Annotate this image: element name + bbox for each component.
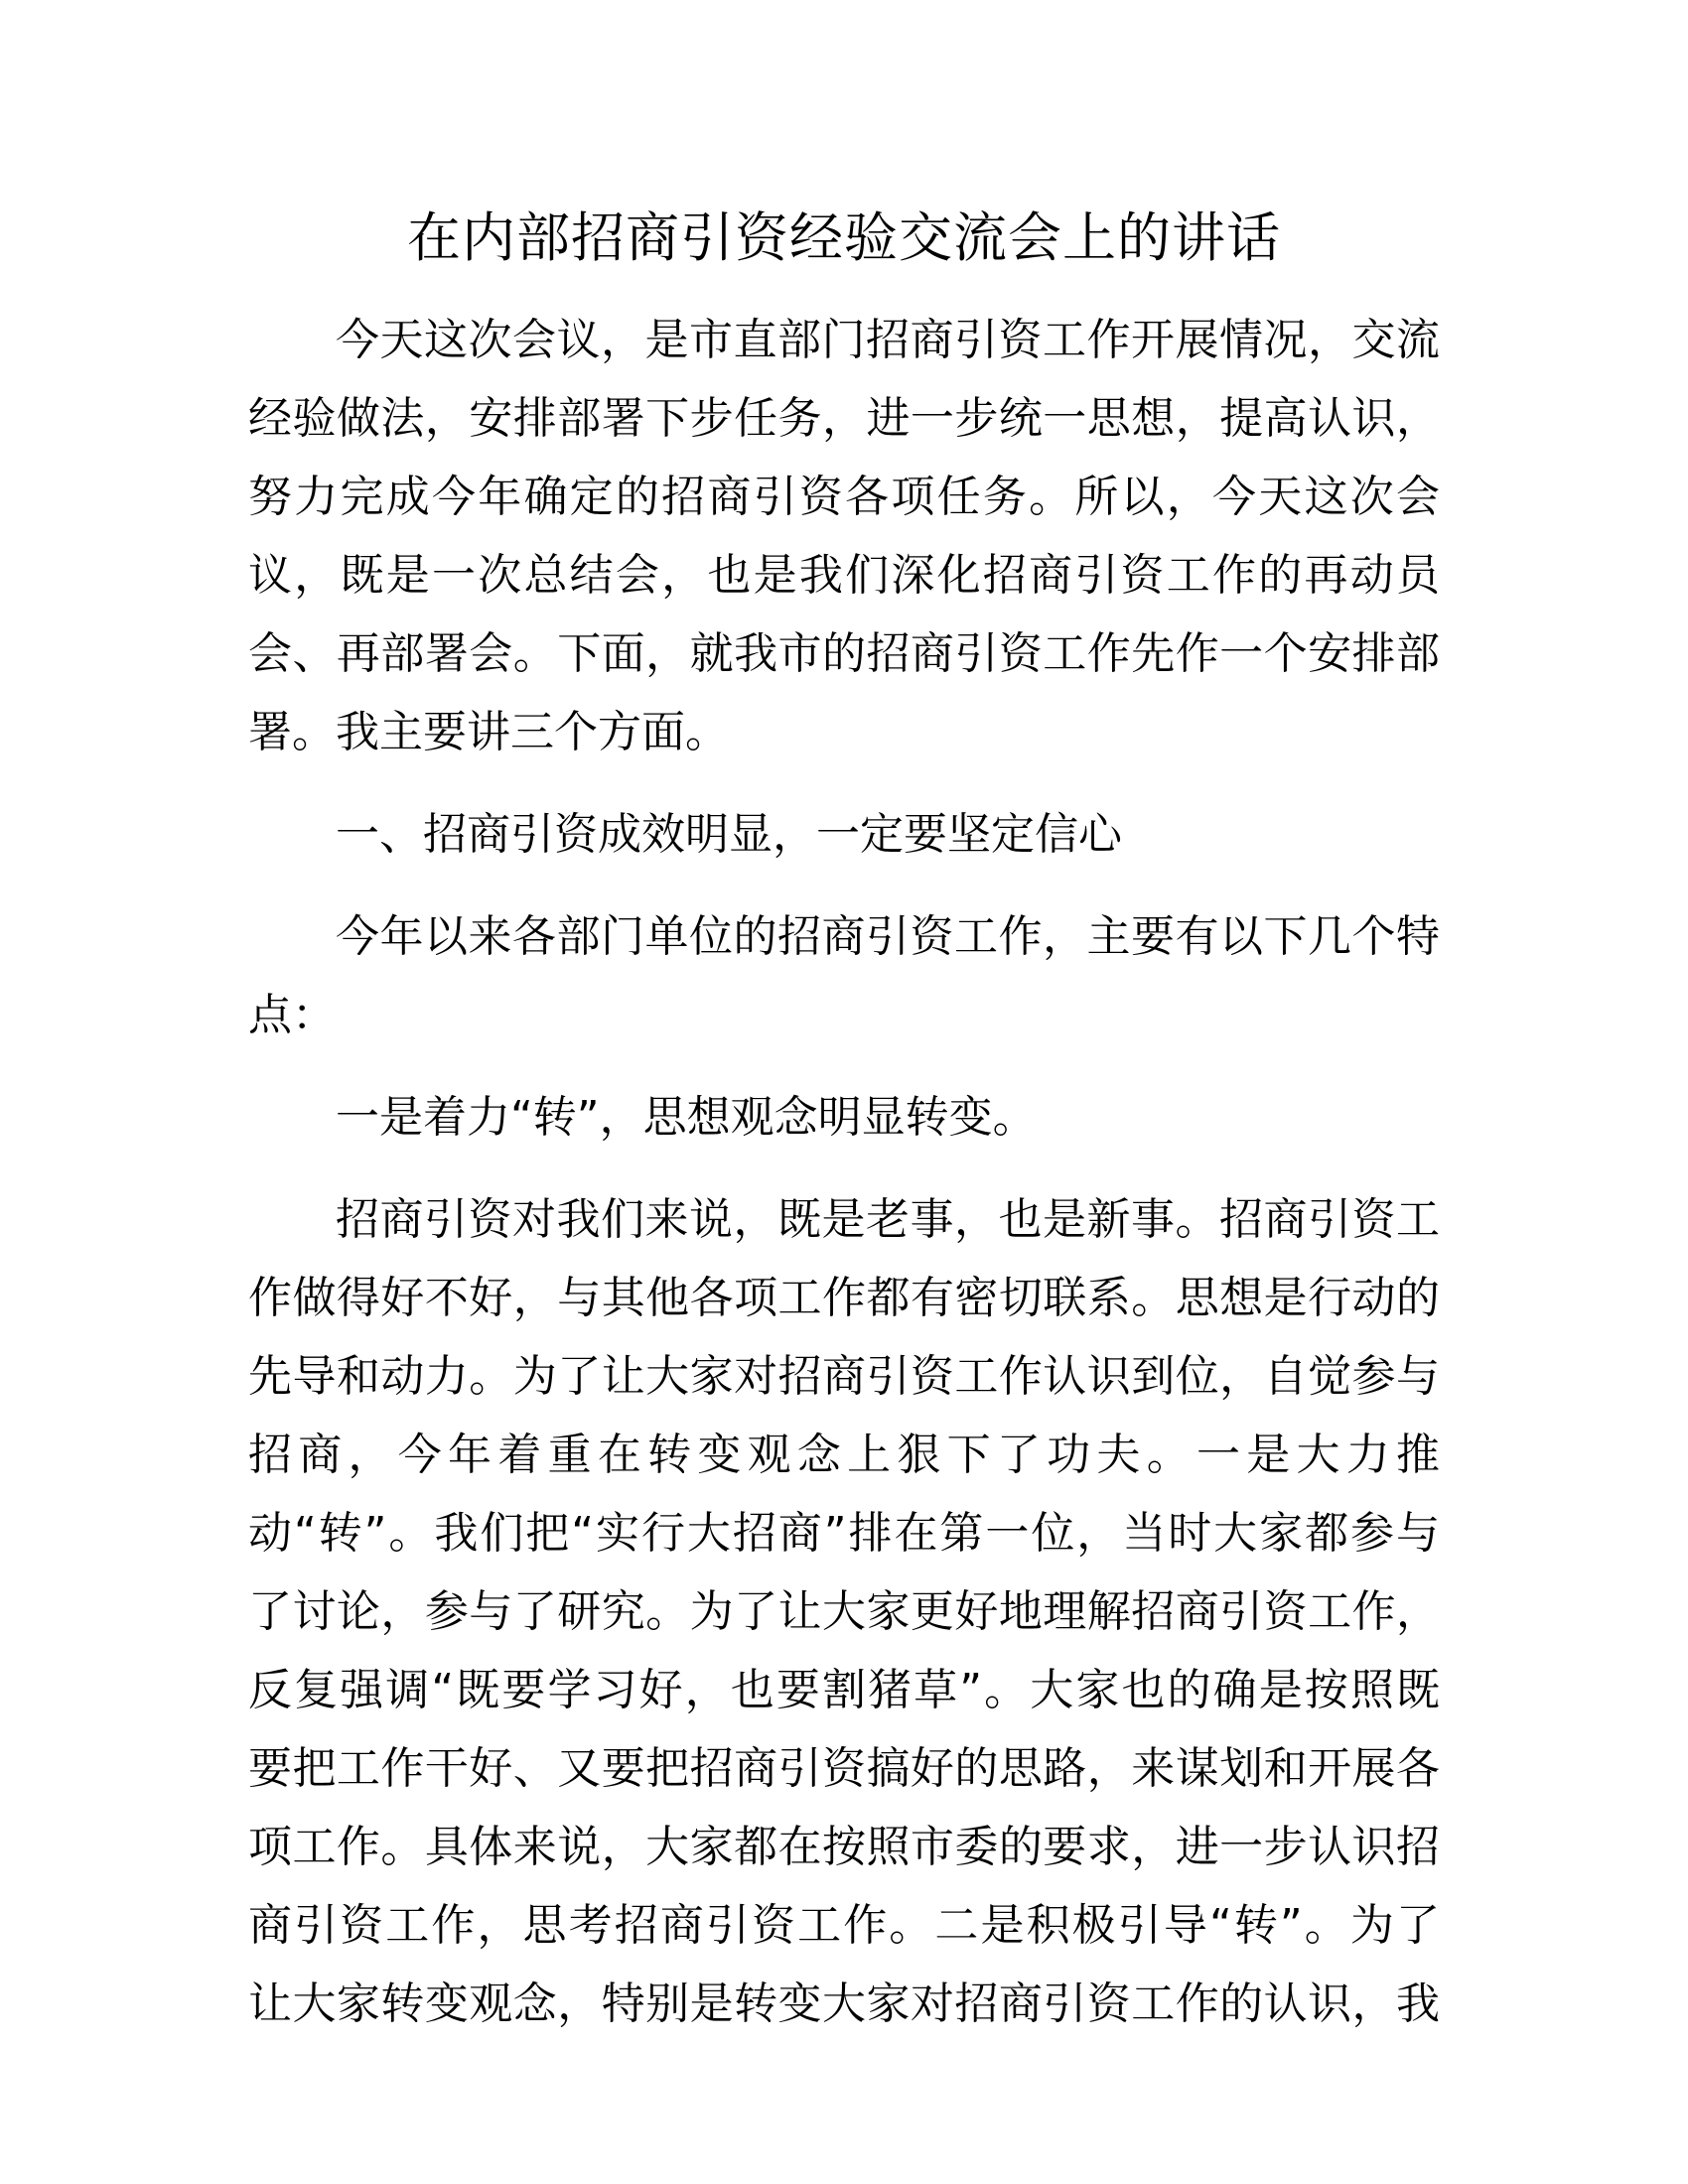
text-line: 了讨论，参与了研究。为了让大家更好地理解招商引资工作， [248,1586,1440,1637]
text-line: 署。我主要讲三个方面。 [248,707,729,757]
text-line: 努力完成今年确定的招商引资各项任务。所以，今天这次会 [248,472,1440,522]
section-heading: 一、招商引资成效明显，一定要坚定信心 [336,809,1122,860]
text-line: 今年以来各部门单位的招商引资工作，主要有以下几个特 [336,911,1440,962]
text-line: 反复强调“既要学习好，也要割猪草”。大家也的确是按照既 [248,1665,1440,1715]
text-line: 招商，今年着重在转变观念上狠下了功夫。一是大力推 [248,1430,1440,1480]
text-line: 议，既是一次总结会，也是我们深化招商引资工作的再动员 [248,550,1440,601]
text-line: 招商引资对我们来说，既是老事，也是新事。招商引资工 [336,1194,1440,1245]
text-line: 先导和动力。为了让大家对招商引资工作认识到位，自觉参与 [248,1351,1440,1402]
text-line: 今天这次会议，是市直部门招商引资工作开展情况，交流 [336,315,1440,365]
text-line: 作做得好不好，与其他各项工作都有密切联系。思想是行动的 [248,1273,1440,1323]
text-line: 商引资工作，思考招商引资工作。二是积极引导“转”。为了 [248,1900,1440,1951]
point-heading: 一是着力“转”，思想观念明显转变。 [336,1092,1037,1143]
text-line: 要把工作干好、又要把招商引资搞好的思路，来谋划和开展各 [248,1743,1440,1794]
text-line: 动“转”。我们把“实行大招商”排在第一位，当时大家都参与 [248,1508,1440,1559]
document-body [248,301,1440,2043]
text-line: 经验做法，安排部署下步任务，进一步统一思想，提高认识， [248,393,1440,444]
text-line: 项工作。具体来说，大家都在按照市委的要求，进一步认识招 [248,1822,1440,1872]
text-line: 会、再部署会。下面，就我市的招商引资工作先作一个安排部 [248,628,1440,679]
text-line: 点： [248,990,336,1040]
text-line: 让大家转变观念，特别是转变大家对招商引资工作的认识，我 [248,1979,1440,2029]
document-title: 在内部招商引资经验交流会上的讲话 [407,206,1281,269]
